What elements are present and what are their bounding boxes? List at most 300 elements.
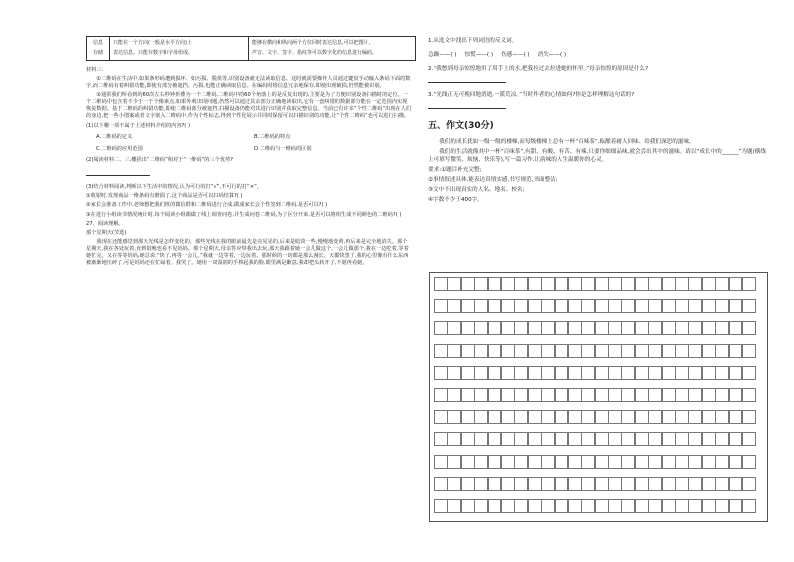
grid-cell[interactable]	[541, 477, 555, 491]
grid-cell[interactable]	[474, 410, 488, 424]
grid-cell[interactable]	[729, 388, 743, 402]
grid-cell[interactable]	[648, 499, 662, 513]
grid-cell[interactable]	[555, 388, 569, 402]
grid-cell[interactable]	[729, 299, 743, 313]
grid-cell[interactable]	[501, 499, 515, 513]
essay-section-title: 五、作文(30分)	[428, 121, 494, 132]
grid-cell[interactable]	[501, 410, 515, 424]
grid-cell[interactable]	[662, 344, 676, 358]
grid-cell[interactable]	[608, 344, 622, 358]
writing-grid[interactable]	[429, 272, 768, 522]
grid-cell[interactable]	[729, 366, 743, 380]
grid-cell[interactable]	[434, 321, 448, 335]
grid-cell[interactable]	[715, 366, 729, 380]
grid-cell[interactable]	[541, 344, 555, 358]
q3-item-1: ①收银时,发现商品一维条码有磨损了,这个商品是否可以扫码结算?( )	[86, 193, 243, 200]
grid-cell[interactable]	[568, 277, 582, 291]
grid-cell[interactable]	[648, 277, 662, 291]
grid-cell[interactable]	[514, 388, 528, 402]
grid-cell[interactable]	[702, 432, 716, 446]
grid-cell[interactable]	[474, 321, 488, 335]
grid-cell[interactable]	[501, 277, 515, 291]
grid-cell[interactable]	[688, 410, 702, 424]
grid-cell[interactable]	[501, 455, 515, 469]
grid-cell[interactable]	[595, 477, 609, 491]
grid-cell[interactable]	[555, 277, 569, 291]
grid-cell[interactable]	[514, 410, 528, 424]
grid-cell[interactable]	[595, 277, 609, 291]
grid-cell[interactable]	[434, 477, 448, 491]
grid-cell[interactable]	[715, 299, 729, 313]
grid-cell[interactable]	[555, 410, 569, 424]
grid-cell[interactable]	[434, 499, 448, 513]
grid-cell[interactable]	[742, 299, 756, 313]
grid-cell[interactable]	[488, 321, 502, 335]
grid-cell[interactable]	[528, 321, 542, 335]
essay-requirements-title: 要求:①题目补充完整;	[428, 166, 482, 173]
grid-cell[interactable]	[608, 277, 622, 291]
grid-cell[interactable]	[595, 455, 609, 469]
antonym-item[interactable]: 急躁——( )	[428, 51, 457, 58]
grid-cell[interactable]	[688, 366, 702, 380]
grid-cell[interactable]	[688, 388, 702, 402]
material3-paragraph-1: ①二维码在生活中,如果条形码遭到损坏、如污损、脱墨等,识别设备就无法读取信息。这时就需要操作人员通过键盘手动输入条码下面的数字,而二维码有着纠错功能,即使有部分被遮挡、污损,也能正确读取信息。在编码时将信息冗余地保存,即使出现破损,仍然能被识别。	[86, 76, 411, 90]
grid-cell[interactable]	[555, 455, 569, 469]
grid-cell[interactable]	[608, 410, 622, 424]
grid-cell[interactable]	[729, 499, 743, 513]
antonym-item[interactable]: 伤感——( )	[501, 51, 530, 58]
grid-cell[interactable]	[488, 388, 502, 402]
grid-cell[interactable]	[742, 321, 756, 335]
grid-cell[interactable]	[541, 432, 555, 446]
grid-cell[interactable]	[742, 388, 756, 402]
grid-cell[interactable]	[742, 499, 756, 513]
grid-cell[interactable]	[662, 321, 676, 335]
grid-cell[interactable]	[434, 455, 448, 469]
grid-cell[interactable]	[447, 455, 461, 469]
grid-cell[interactable]	[581, 388, 595, 402]
grid-cell[interactable]	[501, 477, 515, 491]
grid-cell[interactable]	[662, 299, 676, 313]
grid-cell[interactable]	[555, 321, 569, 335]
grid-cell[interactable]	[461, 499, 475, 513]
grid-cell[interactable]	[648, 477, 662, 491]
grid-cell[interactable]	[501, 388, 515, 402]
grid-cell[interactable]	[541, 321, 555, 335]
grid-cell[interactable]	[488, 432, 502, 446]
grid-cell[interactable]	[461, 299, 475, 313]
grid-cell[interactable]	[528, 432, 542, 446]
grid-cell[interactable]	[675, 410, 689, 424]
grid-cell[interactable]	[608, 499, 622, 513]
grid-cell[interactable]	[514, 477, 528, 491]
grid-cell[interactable]	[501, 299, 515, 313]
grid-cell[interactable]	[447, 366, 461, 380]
grid-cell[interactable]	[662, 366, 676, 380]
grid-cell[interactable]	[675, 277, 689, 291]
grid-cell[interactable]	[581, 477, 595, 491]
grid-cell[interactable]	[434, 299, 448, 313]
grid-cell[interactable]	[702, 344, 716, 358]
grid-cell[interactable]	[501, 344, 515, 358]
grid-cell[interactable]	[675, 477, 689, 491]
grid-cell[interactable]	[514, 277, 528, 291]
grid-cell[interactable]	[488, 477, 502, 491]
grid-cell[interactable]	[568, 477, 582, 491]
q2-prompt: (2)阅读材料二、三,概括出“二维码”相对于“一维码”的三个优势?	[86, 156, 234, 163]
material3-title: 材料三:	[86, 67, 104, 73]
grid-cell[interactable]	[621, 432, 635, 446]
grid-cell[interactable]	[528, 410, 542, 424]
grid-cell[interactable]	[555, 344, 569, 358]
grid-cell[interactable]	[514, 344, 528, 358]
grid-cell[interactable]	[581, 366, 595, 380]
grid-cell[interactable]	[621, 410, 635, 424]
grid-cell[interactable]	[675, 321, 689, 335]
grid-row	[434, 388, 755, 402]
grid-cell[interactable]	[595, 432, 609, 446]
grid-cell[interactable]	[635, 477, 649, 491]
grid-cell[interactable]	[675, 366, 689, 380]
essay-requirement: ④字数不少于400字。	[428, 196, 483, 203]
grid-cell[interactable]	[474, 299, 488, 313]
grid-cell[interactable]	[729, 410, 743, 424]
grid-cell[interactable]	[461, 277, 475, 291]
grid-cell[interactable]	[595, 410, 609, 424]
grid-cell[interactable]	[568, 499, 582, 513]
grid-cell[interactable]	[501, 321, 515, 335]
grid-cell[interactable]	[702, 299, 716, 313]
grid-cell[interactable]	[568, 410, 582, 424]
grid-cell[interactable]	[688, 432, 702, 446]
grid-cell[interactable]	[608, 366, 622, 380]
grid-cell[interactable]	[568, 344, 582, 358]
grid-cell[interactable]	[715, 499, 729, 513]
grid-cell[interactable]	[742, 455, 756, 469]
grid-cell[interactable]	[595, 499, 609, 513]
grid-cell[interactable]	[702, 455, 716, 469]
grid-cell[interactable]	[528, 455, 542, 469]
grid-cell[interactable]	[541, 499, 555, 513]
grid-cell[interactable]	[662, 432, 676, 446]
grid-cell[interactable]	[621, 366, 635, 380]
grid-cell[interactable]	[461, 477, 475, 491]
grid-cell[interactable]	[648, 410, 662, 424]
q1-option-b[interactable]: B.二维码的特点	[254, 133, 291, 140]
grid-cell[interactable]	[434, 366, 448, 380]
grid-cell[interactable]	[702, 499, 716, 513]
grid-cell[interactable]	[541, 410, 555, 424]
grid-row	[434, 366, 755, 380]
grid-cell[interactable]	[742, 344, 756, 358]
grid-cell[interactable]	[715, 344, 729, 358]
grid-cell[interactable]	[528, 388, 542, 402]
grid-cell[interactable]	[662, 455, 676, 469]
grid-cell[interactable]	[688, 277, 702, 291]
grid-cell[interactable]	[702, 321, 716, 335]
grid-cell[interactable]	[461, 388, 475, 402]
grid-cell[interactable]	[434, 410, 448, 424]
grid-cell[interactable]	[488, 499, 502, 513]
grid-cell[interactable]	[461, 410, 475, 424]
grid-cell[interactable]	[715, 388, 729, 402]
q27-passage: 我现在还能感觉到那天光线是怎样变化的。那些光线在我的眼前最先是亮晃晃的,后来是暗淡一些,慢慢地变黄,再后来是完全地消失。那个星期天,我在各处玩着,直到很晚也看不见妈妈。那个星期天,母亲答应带我出去玩,那天我跟着她一会儿做这个,一会儿做那个,我在一边吃着,等着她忙完。又在等等妈妈,她总说:“快了,再等一会儿。”我就一边等着,一边玩着。那时候的一切都是那么漫长。天都快黑了,我的心里像有什么东西被渐渐地压碎了,可是妈妈还在忙碌着。我哭了。她用一双湿润的手捧起我的脸,眼里满是歉意,我却把头转开了,不愿再看她。	[86, 239, 409, 267]
grid-cell[interactable]	[595, 388, 609, 402]
grid-cell[interactable]	[635, 499, 649, 513]
grid-cell[interactable]	[742, 366, 756, 380]
grid-cell[interactable]	[702, 366, 716, 380]
grid-cell[interactable]	[729, 455, 743, 469]
grid-cell[interactable]	[648, 344, 662, 358]
grid-cell[interactable]	[488, 299, 502, 313]
grid-cell[interactable]	[621, 299, 635, 313]
grid-cell[interactable]	[742, 277, 756, 291]
essay-requirement: ②事情叙述具体,能表达真情实感,书写规范,书面整洁;	[428, 176, 558, 183]
grid-cell[interactable]	[568, 299, 582, 313]
grid-cell[interactable]	[715, 277, 729, 291]
grid-cell[interactable]	[568, 366, 582, 380]
grid-cell[interactable]	[581, 344, 595, 358]
grid-cell[interactable]	[541, 299, 555, 313]
grid-cell[interactable]	[461, 432, 475, 446]
grid-cell[interactable]	[675, 455, 689, 469]
grid-cell[interactable]	[729, 344, 743, 358]
grid-cell[interactable]	[715, 321, 729, 335]
grid-cell[interactable]	[621, 344, 635, 358]
grid-cell[interactable]	[447, 432, 461, 446]
grid-cell[interactable]	[568, 321, 582, 335]
q27-title: 27、阅读理解。	[86, 220, 124, 227]
right-q2-answer-line[interactable]	[428, 76, 506, 83]
grid-cell[interactable]	[514, 366, 528, 380]
grid-cell[interactable]	[635, 277, 649, 291]
grid-cell[interactable]	[528, 299, 542, 313]
grid-cell[interactable]	[461, 344, 475, 358]
grid-cell[interactable]	[488, 366, 502, 380]
grid-cell[interactable]	[555, 499, 569, 513]
q1-option-a[interactable]: A.二维码的定义	[96, 133, 133, 140]
grid-cell[interactable]	[568, 432, 582, 446]
grid-cell[interactable]	[568, 455, 582, 469]
antonym-item[interactable]: 惊慌——( )	[464, 51, 494, 58]
grid-cell[interactable]	[635, 455, 649, 469]
grid-cell[interactable]	[581, 455, 595, 469]
grid-cell[interactable]	[648, 299, 662, 313]
grid-cell[interactable]	[648, 455, 662, 469]
grid-cell[interactable]	[541, 366, 555, 380]
grid-cell[interactable]	[688, 477, 702, 491]
grid-cell[interactable]	[688, 299, 702, 313]
grid-cell[interactable]	[635, 410, 649, 424]
grid-cell[interactable]	[461, 455, 475, 469]
grid-cell[interactable]	[581, 321, 595, 335]
grid-cell[interactable]	[595, 344, 609, 358]
grid-cell[interactable]	[702, 410, 716, 424]
grid-cell[interactable]	[447, 344, 461, 358]
grid-cell[interactable]	[675, 432, 689, 446]
grid-cell[interactable]	[742, 410, 756, 424]
grid-cell[interactable]	[461, 321, 475, 335]
grid-cell[interactable]	[662, 388, 676, 402]
essay-requirement: ③文中不出现真实的人名、地名、校名;	[428, 186, 525, 193]
grid-cell[interactable]	[635, 321, 649, 335]
grid-cell[interactable]	[715, 410, 729, 424]
grid-cell[interactable]	[729, 477, 743, 491]
grid-cell[interactable]	[675, 299, 689, 313]
grid-cell[interactable]	[742, 432, 756, 446]
grid-cell[interactable]	[474, 388, 488, 402]
grid-cell[interactable]	[729, 432, 743, 446]
grid-cell[interactable]	[635, 344, 649, 358]
grid-cell[interactable]	[729, 277, 743, 291]
grid-cell[interactable]	[447, 410, 461, 424]
grid-cell[interactable]	[595, 299, 609, 313]
grid-cell[interactable]	[581, 499, 595, 513]
grid-cell[interactable]	[514, 499, 528, 513]
grid-cell[interactable]	[688, 321, 702, 335]
grid-cell[interactable]	[474, 432, 488, 446]
grid-cell[interactable]	[555, 432, 569, 446]
grid-cell[interactable]	[608, 455, 622, 469]
grid-cell[interactable]	[702, 477, 716, 491]
grid-cell[interactable]	[528, 344, 542, 358]
right-q3-prompt: 3.“光线正无可挽回地消逝,一派荒凉。”当时作者的心情如何?你是怎样理解这句话的?	[428, 91, 635, 98]
grid-cell[interactable]	[608, 432, 622, 446]
grid-cell[interactable]	[528, 477, 542, 491]
grid-cell[interactable]	[447, 321, 461, 335]
grid-cell[interactable]	[581, 299, 595, 313]
grid-cell[interactable]	[581, 277, 595, 291]
grid-cell[interactable]	[447, 477, 461, 491]
grid-cell[interactable]	[514, 299, 528, 313]
antonym-item[interactable]: 消失——( )	[537, 51, 567, 58]
q2-answer-line[interactable]	[86, 169, 150, 176]
q1-option-c[interactable]: C.二维码的应用范围	[96, 145, 143, 152]
grid-cell[interactable]	[648, 321, 662, 335]
grid-cell[interactable]	[434, 344, 448, 358]
grid-cell[interactable]	[447, 388, 461, 402]
grid-cell[interactable]	[541, 455, 555, 469]
grid-cell[interactable]	[662, 477, 676, 491]
grid-cell[interactable]	[541, 388, 555, 402]
grid-cell[interactable]	[461, 366, 475, 380]
grid-cell[interactable]	[581, 432, 595, 446]
grid-cell[interactable]	[621, 388, 635, 402]
grid-row	[434, 299, 755, 313]
grid-cell[interactable]	[742, 477, 756, 491]
grid-cell[interactable]	[488, 410, 502, 424]
left-column	[86, 36, 412, 269]
grid-cell[interactable]	[595, 321, 609, 335]
grid-cell[interactable]	[621, 477, 635, 491]
grid-cell[interactable]	[528, 366, 542, 380]
grid-cell[interactable]	[501, 432, 515, 446]
grid-cell[interactable]	[474, 455, 488, 469]
grid-cell[interactable]	[662, 499, 676, 513]
grid-cell[interactable]	[621, 455, 635, 469]
grid-cell[interactable]	[715, 477, 729, 491]
grid-cell[interactable]	[447, 277, 461, 291]
grid-cell[interactable]	[434, 388, 448, 402]
grid-cell[interactable]	[635, 432, 649, 446]
grid-cell[interactable]	[729, 321, 743, 335]
grid-cell[interactable]	[662, 277, 676, 291]
grid-cell[interactable]	[702, 388, 716, 402]
grid-cell[interactable]	[621, 321, 635, 335]
grid-cell[interactable]	[648, 432, 662, 446]
grid-cell[interactable]	[608, 299, 622, 313]
grid-cell[interactable]	[488, 277, 502, 291]
grid-cell[interactable]	[702, 277, 716, 291]
grid-cell[interactable]	[675, 388, 689, 402]
grid-cell[interactable]	[675, 499, 689, 513]
grid-cell[interactable]	[528, 499, 542, 513]
grid-row	[434, 432, 755, 446]
grid-cell[interactable]	[675, 344, 689, 358]
grid-cell[interactable]	[434, 432, 448, 446]
grid-row	[434, 410, 755, 424]
grid-cell[interactable]	[555, 477, 569, 491]
grid-cell[interactable]	[621, 499, 635, 513]
table-cell-1d: 只能在一个方向(一般是水平方向)上 表达信息。只能存数字和字母组成。	[110, 37, 249, 61]
grid-cell[interactable]	[488, 455, 502, 469]
grid-cell[interactable]	[474, 277, 488, 291]
grid-cell[interactable]	[555, 299, 569, 313]
q1-prompt: (1)以下哪一项不属于上述材料介绍的内容?( )	[86, 122, 190, 129]
grid-cell[interactable]	[608, 321, 622, 335]
grid-cell[interactable]	[715, 432, 729, 446]
q1-option-d[interactable]: D.二维码与一维码的区别	[254, 145, 312, 152]
grid-cell[interactable]	[528, 277, 542, 291]
grid-cell[interactable]	[608, 477, 622, 491]
grid-cell[interactable]	[514, 432, 528, 446]
grid-cell[interactable]	[648, 366, 662, 380]
grid-cell[interactable]	[635, 388, 649, 402]
grid-cell[interactable]	[488, 344, 502, 358]
grid-cell[interactable]	[635, 366, 649, 380]
grid-cell[interactable]	[447, 299, 461, 313]
grid-cell[interactable]	[514, 321, 528, 335]
right-q3-answer-line[interactable]	[428, 102, 506, 109]
grid-cell[interactable]	[581, 410, 595, 424]
grid-cell[interactable]	[715, 455, 729, 469]
grid-cell[interactable]	[541, 277, 555, 291]
grid-cell[interactable]	[434, 277, 448, 291]
grid-cell[interactable]	[595, 366, 609, 380]
grid-cell[interactable]	[688, 499, 702, 513]
grid-cell[interactable]	[447, 499, 461, 513]
grid-cell[interactable]	[648, 388, 662, 402]
grid-cell[interactable]	[568, 388, 582, 402]
grid-cell[interactable]	[608, 388, 622, 402]
grid-cell[interactable]	[474, 366, 488, 380]
grid-cell[interactable]	[474, 344, 488, 358]
grid-cell[interactable]	[555, 366, 569, 380]
grid-row	[434, 277, 755, 291]
grid-cell[interactable]	[474, 477, 488, 491]
q27-subtitle: 那个星期天(节选)	[86, 229, 127, 236]
grid-cell[interactable]	[688, 344, 702, 358]
essay-paragraph-2: 我们的生活就像其中一杯“百味茶”,有甜、有酸、有苦、有辣,只要你细细品味,就会尝出其中的滋味。请以“成长中的______”为题(横线上可填写微笑、烦恼、快乐等),写一篇习作,让韵味的人生温暖你的心灵。	[428, 148, 766, 163]
grid-cell[interactable]	[474, 499, 488, 513]
grid-cell[interactable]	[662, 410, 676, 424]
grid-cell[interactable]	[514, 455, 528, 469]
grid-cell[interactable]	[635, 299, 649, 313]
grid-cell[interactable]	[621, 277, 635, 291]
grid-cell[interactable]	[501, 366, 515, 380]
grid-cell[interactable]	[688, 455, 702, 469]
right-q1-items	[428, 52, 768, 60]
